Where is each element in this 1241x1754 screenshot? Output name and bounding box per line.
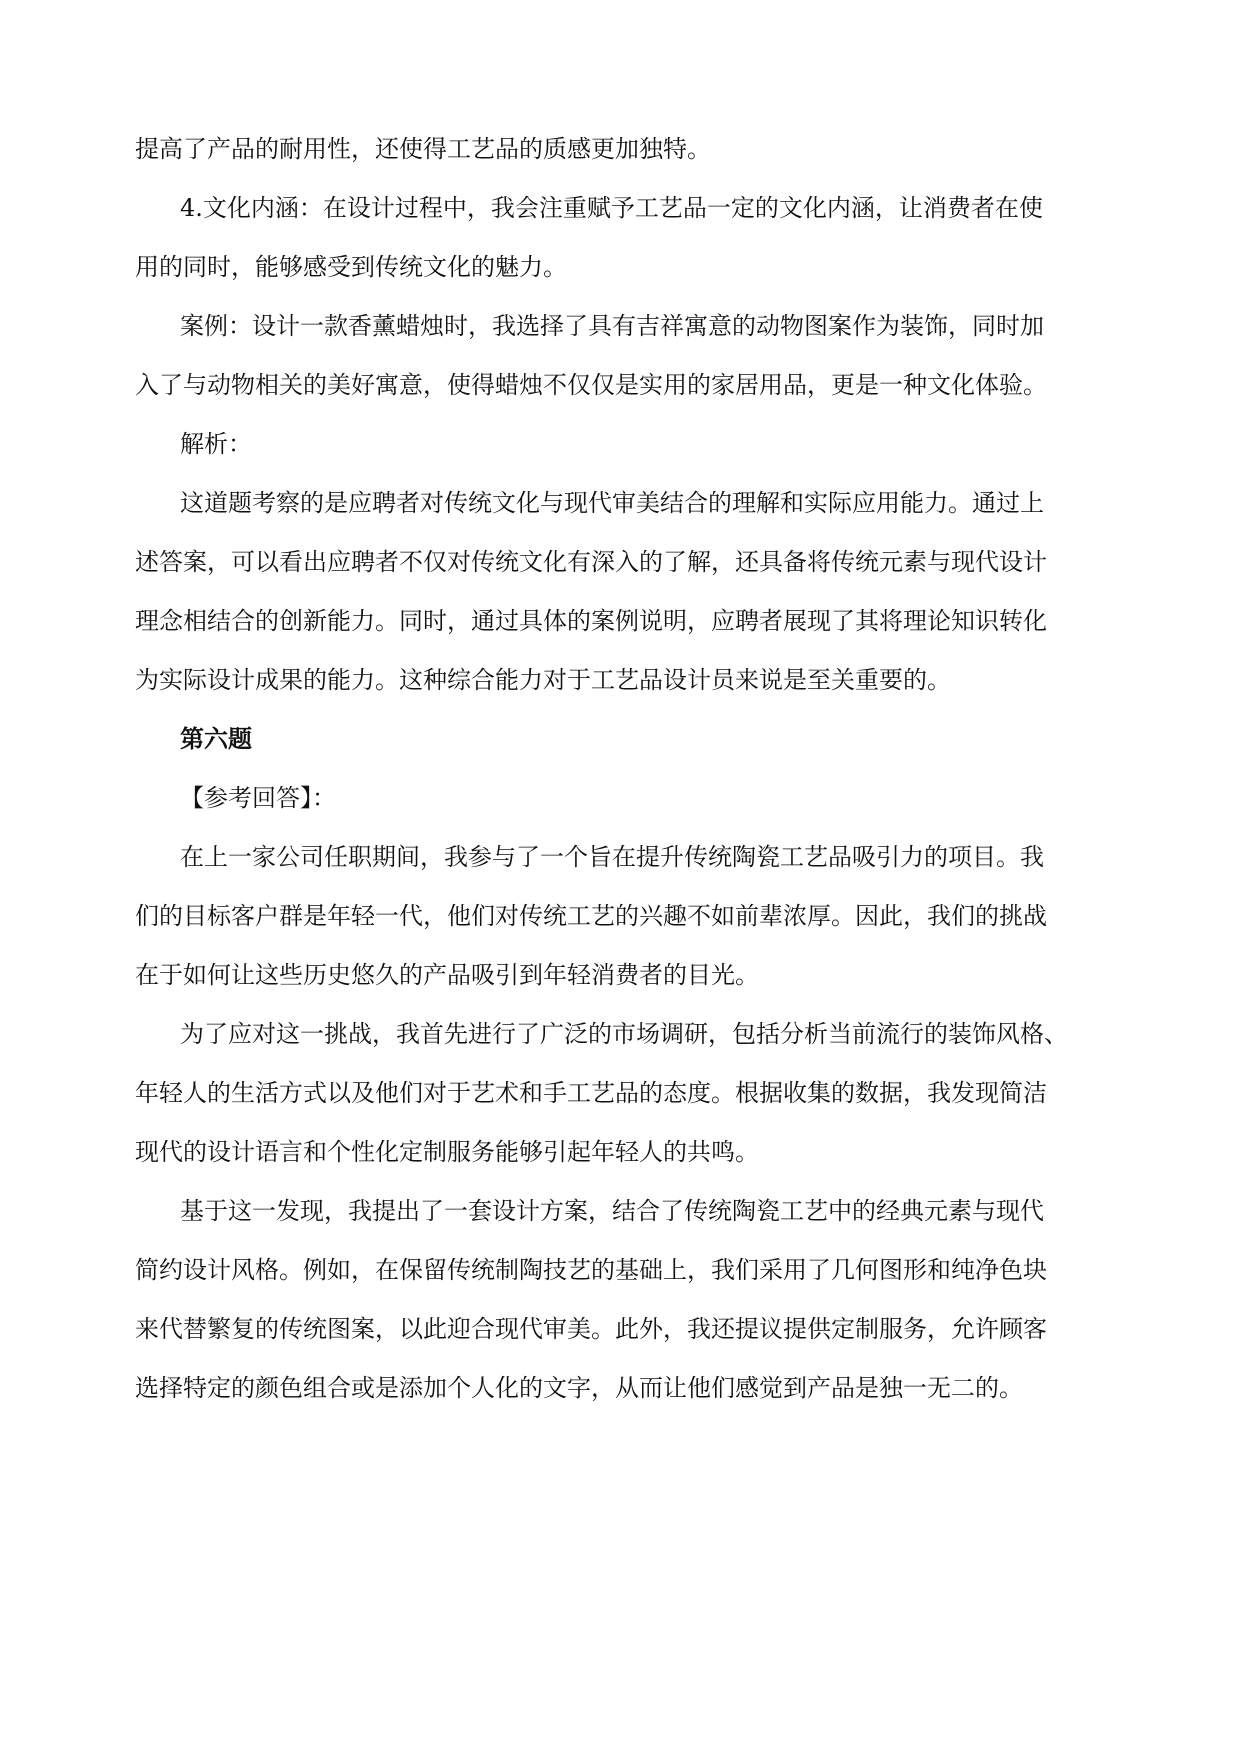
analysis-label: 解析： [180,430,252,458]
reference-answer-label: 【参考回答】： [180,784,336,812]
body-line: 年轻人的生活方式以及他们对于艺术和手工艺品的态度。根据收集的数据，我发现简洁 [135,1079,1047,1107]
body-line: 选择特定的颜色组合或是添加个人化的文字，从而让他们感觉到产品是独一无二的。 [135,1374,1023,1402]
body-line: 4.文化内涵：在设计过程中，我会注重赋予工艺品一定的文化内涵，让消费者在使 [180,194,1043,222]
body-line: 理念相结合的创新能力。同时，通过具体的案例说明，应聘者展现了其将理论知识转化 [135,607,1047,635]
document-body [135,0,1085,1754]
body-line: 入了与动物相关的美好寓意，使得蜡烛不仅仅是实用的家居用品，更是一种文化体验。 [135,371,1047,399]
body-line: 基于这一发现，我提出了一套设计方案，结合了传统陶瓷工艺中的经典元素与现代 [180,1197,1044,1225]
body-line: 为实际设计成果的能力。这种综合能力对于工艺品设计员来说是至关重要的。 [135,666,951,694]
section-heading: 第六题 [180,724,252,753]
body-line: 在上一家公司任职期间，我参与了一个旨在提升传统陶瓷工艺品吸引力的项目。我 [180,843,1044,871]
body-line: 述答案，可以看出应聘者不仅对传统文化有深入的了解，还具备将传统元素与现代设计 [135,548,1047,576]
body-line: 为了应对这一挑战，我首先进行了广泛的市场调研，包括分析当前流行的装饰风格、 [180,1020,1068,1048]
body-line: 案例：设计一款香薰蜡烛时，我选择了具有吉祥寓意的动物图案作为装饰，同时加 [180,312,1044,340]
body-line: 来代替繁复的传统图案，以此迎合现代审美。此外，我还提议提供定制服务，允许顾客 [135,1315,1047,1343]
body-line: 们的目标客户群是年轻一代，他们对传统工艺的兴趣不如前辈浓厚。因此，我们的挑战 [135,902,1047,930]
body-line: 提高了产品的耐用性，还使得工艺品的质感更加独特。 [135,135,711,163]
body-line: 这道题考察的是应聘者对传统文化与现代审美结合的理解和实际应用能力。通过上 [180,489,1044,517]
body-line: 现代的设计语言和个性化定制服务能够引起年轻人的共鸣。 [135,1138,759,1166]
body-line: 简约设计风格。例如，在保留传统制陶技艺的基础上，我们采用了几何图形和纯净色块 [135,1256,1047,1284]
body-line: 用的同时，能够感受到传统文化的魅力。 [135,253,567,281]
body-line: 在于如何让这些历史悠久的产品吸引到年轻消费者的目光。 [135,961,759,989]
